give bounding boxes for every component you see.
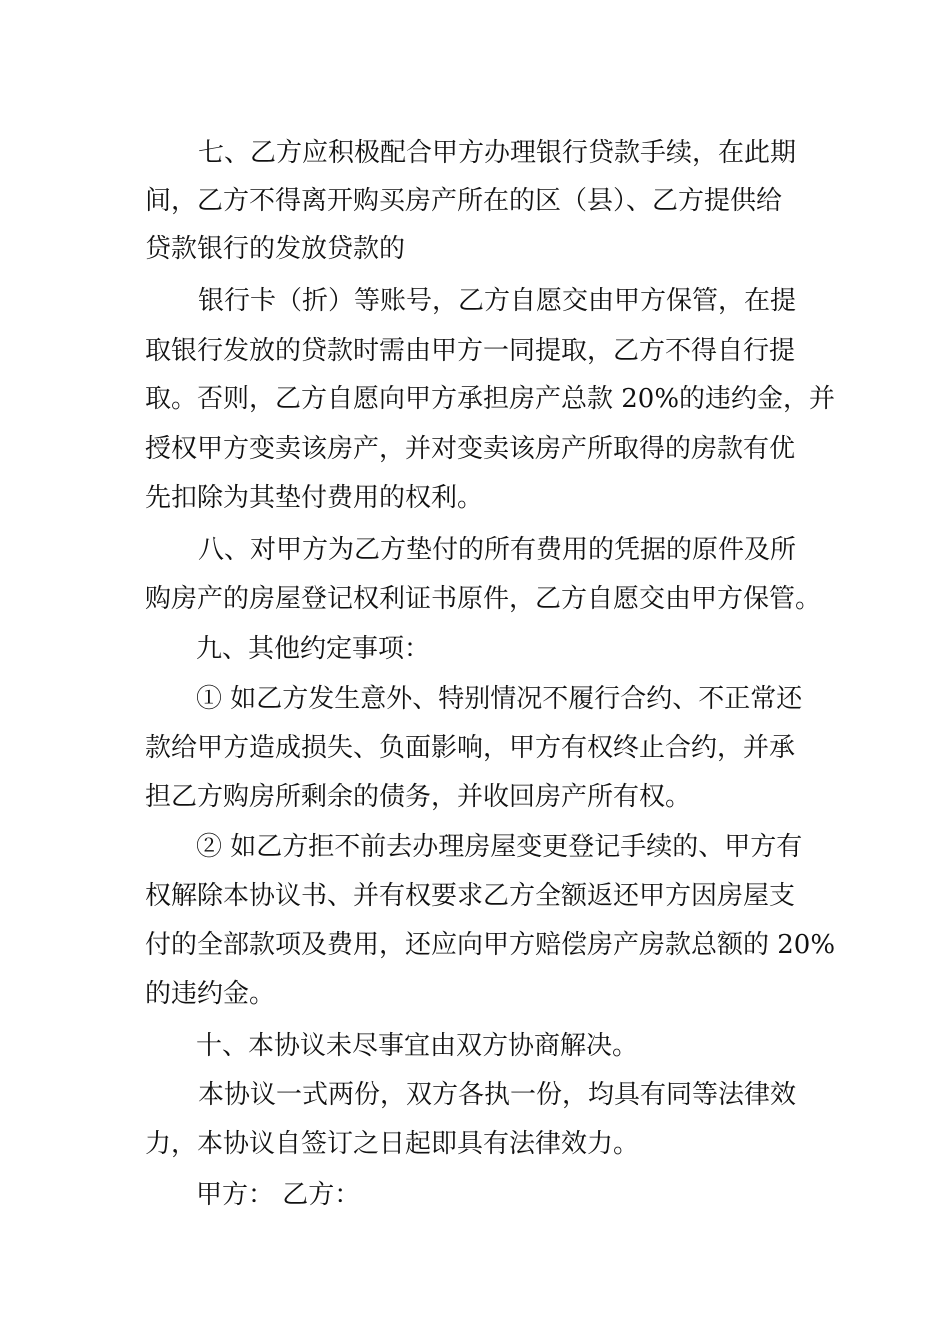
clause-9-item-2-line-2: 权解除本协议书、并有权要求乙方全额返还甲方因房屋支 bbox=[145, 881, 796, 911]
clause-7-line-2: 间，乙方不得离开购买房产所在的区（县）、乙方提供给 bbox=[145, 186, 783, 216]
clause-8-line-2: 购房产的房屋登记权利证书原件，乙方自愿交由甲方保管。 bbox=[145, 584, 822, 614]
clause-9-item-1-line-3: 担乙方购房所剩余的债务，并收回房产所有权。 bbox=[145, 782, 692, 812]
clause-9-item-1-line-1: ① 如乙方发生意外、特别情况不履行合约、不正常还 bbox=[196, 684, 803, 714]
clause-7-cont-line-5: 先扣除为其垫付费用的权利。 bbox=[145, 483, 484, 513]
clause-8-line-1: 八、对甲方为乙方垫付的所有费用的凭据的原件及所 bbox=[198, 535, 797, 565]
closing-line-1: 本协议一式两份，双方各执一份，均具有同等法律效 bbox=[198, 1080, 797, 1110]
clause-7-cont-line-4: 授权甲方变卖该房产，并对变卖该房产所取得的房款有优 bbox=[145, 434, 796, 464]
clause-7-cont-line-3: 取。否则，乙方自愿向甲方承担房产总款 20%的违约金，并 bbox=[145, 384, 836, 414]
clause-9-heading: 九、其他约定事项： bbox=[196, 634, 431, 664]
clause-7-line-1: 七、乙方应积极配合甲方办理银行贷款手续，在此期 bbox=[198, 138, 797, 168]
clause-10-line-1: 十、本协议未尽事宜由双方协商解决。 bbox=[196, 1031, 639, 1061]
clause-9-item-2-line-3: 付的全部款项及费用，还应向甲方赔偿房产房款总额的 20% bbox=[145, 930, 836, 960]
clause-9-item-2-line-1: ② 如乙方拒不前去办理房屋变更登记手续的、甲方有 bbox=[196, 832, 803, 862]
closing-line-2: 力，本协议自签订之日起即具有法律效力。 bbox=[145, 1129, 640, 1159]
signature-line: 甲方： 乙方： bbox=[196, 1180, 361, 1210]
clause-7-cont-line-1: 银行卡（折）等账号，乙方自愿交由甲方保管，在提 bbox=[198, 286, 797, 316]
clause-7-cont-line-2: 取银行发放的贷款时需由甲方一同提取，乙方不得自行提 bbox=[145, 336, 796, 366]
clause-7-line-3: 贷款银行的发放贷款的 bbox=[145, 234, 406, 264]
clause-9-item-2-line-4: 的违约金。 bbox=[145, 979, 276, 1009]
clause-9-item-1-line-2: 款给甲方造成损失、负面影响，甲方有权终止合约，并承 bbox=[145, 733, 796, 763]
